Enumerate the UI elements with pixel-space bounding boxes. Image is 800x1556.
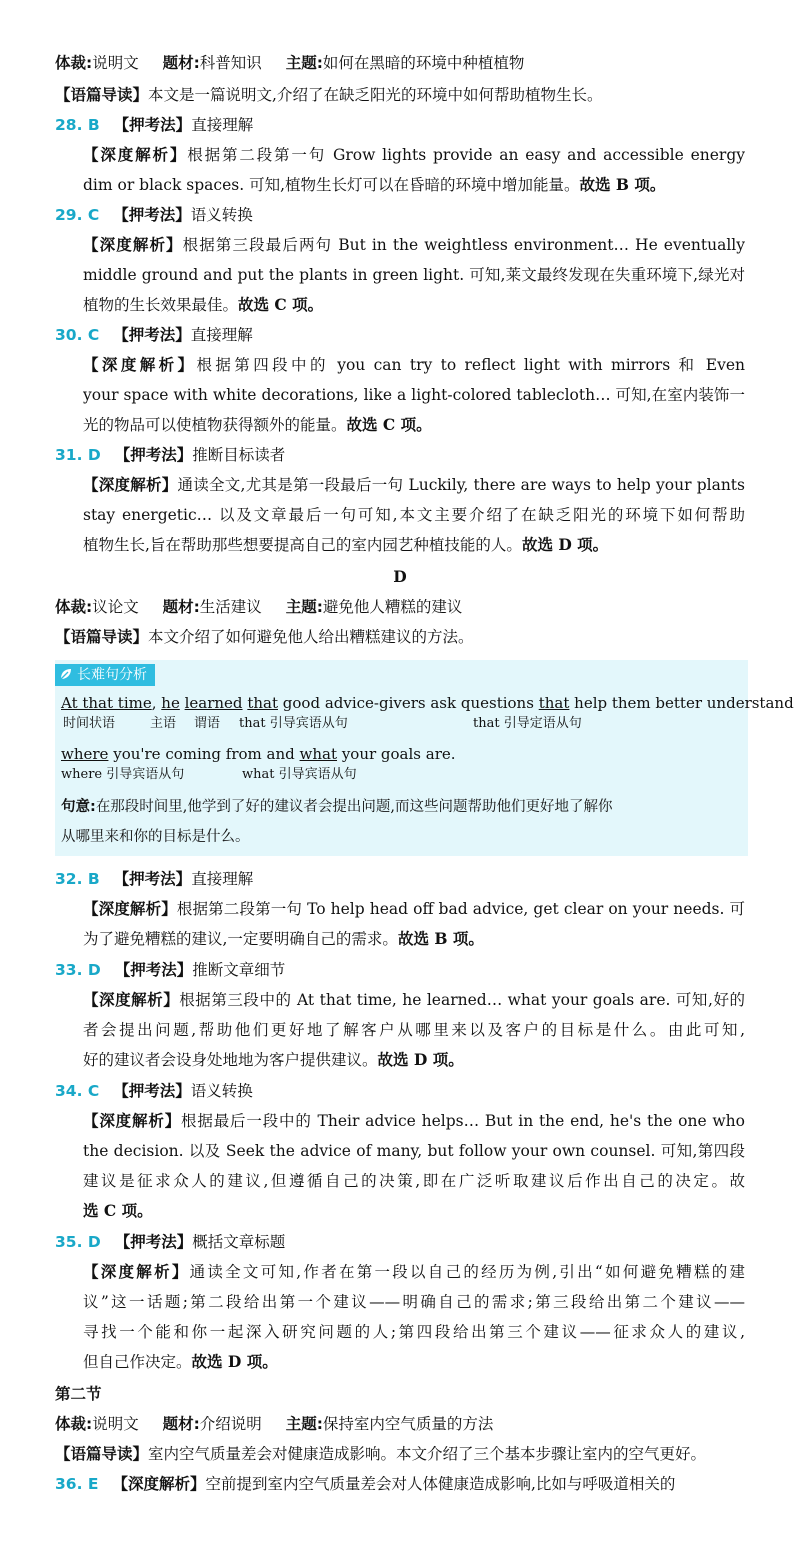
analysis-line (83, 1019, 745, 1041)
method-value: 直接理解 (191, 116, 254, 134)
analysis-text: 但自己作决定。 (83, 1353, 192, 1371)
question-number: 32. B (55, 870, 100, 888)
grammar-annotation: what 引导宾语从句 (242, 767, 357, 782)
analysis-label: 【深度解析】 (83, 1263, 190, 1281)
analysis-line (83, 1170, 745, 1192)
analysis-text: 植物的生长效果最佳。 (83, 296, 239, 314)
analysis-text: 议”这一话题;第二段给出第一个建议——明确自己的需求;第三段给出第二个建议—— (83, 1293, 745, 1311)
answer-text: 故选 D 项。 (377, 1050, 464, 1069)
method-value: 概括文章标题 (192, 1233, 286, 1251)
sentence-word: what (299, 745, 338, 763)
sentence-word: you're coming from and (113, 745, 295, 763)
analysis-line (83, 144, 745, 166)
sentence-word: , (151, 694, 157, 712)
leaf-icon (59, 667, 73, 681)
analysis-text: your space with white decorations, like a light-colored tablecloth… 可知,在室内装饰一 (83, 386, 745, 404)
analysis-line (83, 928, 745, 950)
section-heading: D (393, 567, 407, 586)
question-header (55, 1473, 745, 1495)
analysis-line (83, 1140, 745, 1162)
analysis-text: 根据第三段中的 At that time, he learned… what your goals are. 可知,好的 (179, 991, 745, 1009)
guide-label: 【语篇导读】 (55, 86, 149, 104)
topic-label: 题材: (162, 598, 200, 616)
question-number: 30. C (55, 326, 100, 344)
method-label: 【押考法】 (114, 446, 193, 464)
analysis-text: the decision. 以及 Seek the advice of many, but follow your own counsel. 可知,第四段 (83, 1142, 745, 1160)
question-header (55, 1231, 745, 1253)
passage-guide (55, 84, 745, 106)
analysis-text: 建议是征求众人的建议,但遵循自己的决策,即在广泛听取建议后作出自己的决定。故 (83, 1172, 745, 1190)
analysis-text: 者会提出问题,帮助他们更好地了解客户从哪里来以及客户的目标是什么。由此可知, (83, 1021, 745, 1039)
analysis-label: 【深度解析】 (83, 476, 178, 494)
method-label: 【押考法】 (113, 870, 192, 888)
analysis-line (83, 264, 745, 286)
analysis-line (83, 1110, 745, 1132)
method-label: 【押考法】 (113, 116, 192, 134)
guide-text: 本文介绍了如何避免他人给出糟糕建议的方法。 (148, 628, 474, 646)
question-number: 31. D (55, 446, 101, 464)
topic-label: 题材: (162, 54, 200, 72)
analysis-line (83, 534, 745, 556)
answer-text: 故选 C 项。 (346, 415, 432, 434)
method-value: 推断文章细节 (192, 961, 286, 979)
genre-label: 体裁: (55, 598, 93, 616)
method-label: 【押考法】 (113, 1082, 191, 1100)
question-header (55, 1080, 745, 1102)
genre-label: 体裁: (55, 1415, 93, 1433)
analysis-text: stay energetic… 以及文章最后一句可知,本文主要介绍了在缺乏阳光的环境下如何帮助 (83, 506, 745, 524)
sentence-meaning (61, 796, 742, 818)
passage-guide (55, 626, 745, 648)
meaning-text: 从哪里来和你的目标是什么。 (61, 829, 250, 845)
passage-meta (55, 1413, 745, 1435)
sentence-line (61, 744, 456, 764)
analysis-tag-label: 长难句分析 (77, 667, 147, 683)
analysis-text: 通读全文可知,作者在第一段以自己的经历为例,引出“如何避免糟糕的建 (189, 1263, 745, 1281)
analysis-label: 【深度解析】 (112, 1475, 206, 1493)
analysis-line (83, 504, 745, 526)
method-value: 直接理解 (190, 326, 253, 344)
question-header (55, 959, 745, 981)
guide-text: 室内空气质量差会对健康造成影响。本文介绍了三个基本步骤让室内的空气更好。 (148, 1445, 707, 1463)
analysis-label: 【深度解析】 (83, 991, 180, 1009)
sentence-word: where (61, 745, 109, 763)
sentence-word: that (538, 694, 570, 712)
grammar-annotation: 谓语 (194, 716, 221, 731)
analysis-label: 【深度解析】 (83, 900, 177, 918)
long-sentence-box (55, 660, 794, 856)
grammar-annotation: 时间状语 (63, 716, 116, 731)
question-header (55, 324, 745, 346)
sentence-word: help them better understand (574, 694, 794, 712)
answer-text: 故选 B 项。 (579, 175, 666, 194)
genre-value: 说明文 (92, 54, 139, 72)
question-number: 34. C (55, 1082, 100, 1100)
analysis-line (83, 234, 745, 256)
question-number: 33. D (55, 961, 101, 979)
meaning-label: 句意: (61, 799, 96, 815)
sentence-word: that (247, 694, 278, 712)
analysis-line (83, 414, 745, 436)
analysis-line (83, 1321, 745, 1343)
section-heading: 第二节 (55, 1385, 102, 1403)
analysis-text: 好的建议者会设身处地地为客户提供建议。 (83, 1051, 378, 1069)
theme-label: 主题: (285, 1415, 323, 1433)
analysis-text: 根据最后一段中的 Their advice helps… But in the end, he's the one who (181, 1112, 745, 1130)
theme-label: 主题: (285, 598, 323, 616)
analysis-text: middle ground and put the plants in green light. 可知,莱文最终发现在失重环境下,绿光对 (83, 266, 745, 284)
theme-value: 保持室内空气质量的方法 (322, 1415, 494, 1433)
analysis-text: 寻找一个能和你一起深入研究问题的人;第四段给出第三个建议——征求众人的建议, (83, 1323, 745, 1341)
question-header (55, 204, 745, 226)
method-value: 推断目标读者 (192, 446, 286, 464)
topic-value: 生活建议 (199, 598, 262, 616)
analysis-text: 通读全文,尤其是第一段最后一句 Luckily, there are ways to help your plants (177, 476, 745, 494)
question-number: 35. D (55, 1233, 101, 1251)
passage-meta (55, 52, 745, 74)
analysis-tag (55, 664, 155, 686)
theme-value: 避免他人糟糕的建议 (322, 598, 463, 616)
analysis-line (83, 174, 745, 196)
analysis-text: 根据第四段中的 you can try to reflect light with mirrors 和 Even (196, 356, 745, 374)
analysis-text: 根据第二段第一句 Grow lights provide an easy and accessible energy (187, 146, 745, 164)
method-value: 语义转换 (190, 1082, 253, 1100)
analysis-text: 选 C 项。 (83, 1201, 153, 1220)
analysis-text: 光的物品可以使植物获得额外的能量。 (83, 416, 347, 434)
topic-value: 介绍说明 (199, 1415, 262, 1433)
guide-text: 本文是一篇说明文,介绍了在缺乏阳光的环境中如何帮助植物生长。 (148, 86, 603, 104)
method-label: 【押考法】 (114, 961, 193, 979)
question-header (55, 444, 745, 466)
analysis-label: 【深度解析】 (83, 356, 197, 374)
grammar-annotation: that 引导宾语从句 (239, 716, 348, 731)
sentence-word: good advice-givers ask questions (282, 694, 534, 712)
answer-text: 故选 C 项。 (238, 295, 324, 314)
theme-value: 如何在黑暗的环境中种植植物 (322, 54, 525, 72)
sentence-word: he (161, 694, 180, 712)
sentence-word: your goals are. (341, 745, 456, 763)
genre-label: 体裁: (55, 54, 93, 72)
analysis-text: 根据第二段第一句 To help head off bad advice, get clear on your needs. 可 (176, 900, 745, 918)
sentence-word: At that time (61, 694, 152, 712)
method-value: 语义转换 (190, 206, 253, 224)
passage-guide (55, 1443, 745, 1465)
method-label: 【押考法】 (113, 206, 191, 224)
question-number: 36. E (55, 1475, 99, 1493)
question-header (55, 868, 745, 890)
analysis-line (83, 898, 745, 920)
passage-meta (55, 596, 745, 618)
analysis-line (83, 1291, 745, 1313)
analysis-text: 根据第三段最后两句 But in the weightless environment… He eventually (182, 236, 745, 254)
analysis-line (83, 474, 745, 496)
analysis-text: 植物生长,旨在帮助那些想要提高自己的室内园艺种植技能的人。 (83, 536, 522, 554)
analysis-line (83, 989, 745, 1011)
analysis-text: dim or black spaces. 可知,植物生长灯可以在昏暗的环境中增加能量。 (83, 176, 580, 194)
analysis-text: 为了避免糟糕的建议,一定要明确自己的需求。 (83, 930, 398, 948)
genre-value: 议论文 (92, 598, 139, 616)
answer-text: 故选 D 项。 (521, 535, 609, 554)
answer-text: 故选 D 项。 (191, 1352, 278, 1371)
analysis-line (83, 1351, 745, 1373)
meaning-text: 在那段时间里,他学到了好的建议者会提出问题,而这些问题帮助他们更好地了解你 (95, 799, 613, 815)
topic-label: 题材: (162, 1415, 200, 1433)
analysis-text: 空前提到室内空气质量差会对人体健康造成影响,比如与呼吸道相关的 (205, 1475, 676, 1493)
grammar-annotation: 主语 (150, 716, 177, 731)
analysis-line (83, 1261, 745, 1283)
guide-label: 【语篇导读】 (55, 628, 149, 646)
question-header (55, 114, 745, 136)
analysis-line (83, 1200, 745, 1222)
genre-value: 说明文 (92, 1415, 139, 1433)
analysis-line (83, 384, 745, 406)
sentence-word: learned (184, 694, 243, 712)
question-number: 28. B (55, 116, 100, 134)
grammar-annotation: that 引导定语从句 (473, 716, 582, 731)
question-number: 29. C (55, 206, 100, 224)
method-value: 直接理解 (191, 870, 254, 888)
analysis-line (83, 1049, 745, 1071)
topic-value: 科普知识 (199, 54, 262, 72)
analysis-line (83, 354, 745, 376)
answer-text: 故选 B 项。 (397, 929, 484, 948)
analysis-line (83, 294, 745, 316)
analysis-label: 【深度解析】 (83, 1112, 182, 1130)
method-label: 【押考法】 (114, 1233, 193, 1251)
grammar-annotation: where 引导宾语从句 (61, 767, 185, 782)
theme-label: 主题: (285, 54, 323, 72)
sentence-line (61, 693, 794, 713)
guide-label: 【语篇导读】 (55, 1445, 149, 1463)
method-label: 【押考法】 (113, 326, 191, 344)
analysis-label: 【深度解析】 (83, 236, 183, 254)
analysis-label: 【深度解析】 (83, 146, 188, 164)
